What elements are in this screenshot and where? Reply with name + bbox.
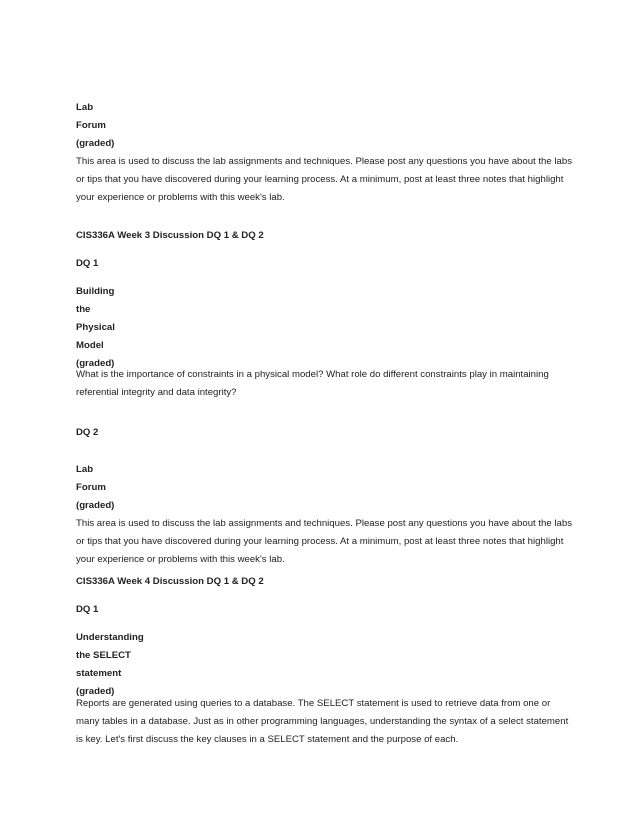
heading-line: Forum <box>76 482 106 493</box>
heading-line: Model <box>76 340 104 351</box>
constraints-paragraph <box>76 366 549 402</box>
heading-line: Lab <box>76 464 94 475</box>
heading-line: (graded) <box>76 686 115 697</box>
heading-line: the <box>76 304 91 315</box>
heading-line: the SELECT <box>76 650 131 661</box>
understanding-select-heading <box>76 629 144 701</box>
building-physical-model-heading <box>76 283 115 373</box>
dq1-label: DQ 1 <box>76 258 99 269</box>
paragraph-line: is key. Let's first discuss the key clauses in a SELECT statement and the purpose of each. <box>76 734 459 745</box>
heading-line: statement <box>76 668 122 679</box>
lab-forum-paragraph-1 <box>76 153 572 207</box>
paragraph-line: your experience or problems with this week's lab. <box>76 554 285 565</box>
heading-line: Lab <box>76 102 94 113</box>
paragraph-line: What is the importance of constraints in a physical model? What role do different constraints play in maintaining <box>76 369 549 380</box>
heading-line: (graded) <box>76 138 115 149</box>
paragraph-line: many tables in a database. Just as in other programming languages, understanding the syntax of a select statement <box>76 716 569 727</box>
week3-heading: CIS336A Week 3 Discussion DQ 1 & DQ 2 <box>76 230 264 241</box>
lab-forum-heading-1 <box>76 99 114 153</box>
lab-forum-heading-2 <box>76 461 114 515</box>
paragraph-line: your experience or problems with this week's lab. <box>76 192 285 203</box>
paragraph-line: Reports are generated using queries to a database. The SELECT statement is used to retrieve data from one or <box>76 698 551 709</box>
paragraph-line: or tips that you have discovered during your learning process. At a minimum, post at least three notes that highlight <box>76 174 564 185</box>
select-paragraph <box>76 695 568 749</box>
heading-line: Understanding <box>76 632 144 643</box>
paragraph-line: or tips that you have discovered during your learning process. At a minimum, post at least three notes that highlight <box>76 536 564 547</box>
dq1-label: DQ 1 <box>76 604 99 615</box>
heading-line: Forum <box>76 120 106 131</box>
lab-forum-paragraph-2 <box>76 515 572 569</box>
paragraph-line: This area is used to discuss the lab assignments and techniques. Please post any questions you have about the labs <box>76 518 572 529</box>
dq2-label: DQ 2 <box>76 427 99 438</box>
heading-line: Physical <box>76 322 115 333</box>
heading-line: (graded) <box>76 500 115 511</box>
heading-line: Building <box>76 286 115 297</box>
week4-heading: CIS336A Week 4 Discussion DQ 1 & DQ 2 <box>76 576 264 587</box>
heading-line: (graded) <box>76 358 115 369</box>
paragraph-line: This area is used to discuss the lab assignments and techniques. Please post any questions you have about the labs <box>76 156 572 167</box>
paragraph-line: referential integrity and data integrity? <box>76 387 237 398</box>
